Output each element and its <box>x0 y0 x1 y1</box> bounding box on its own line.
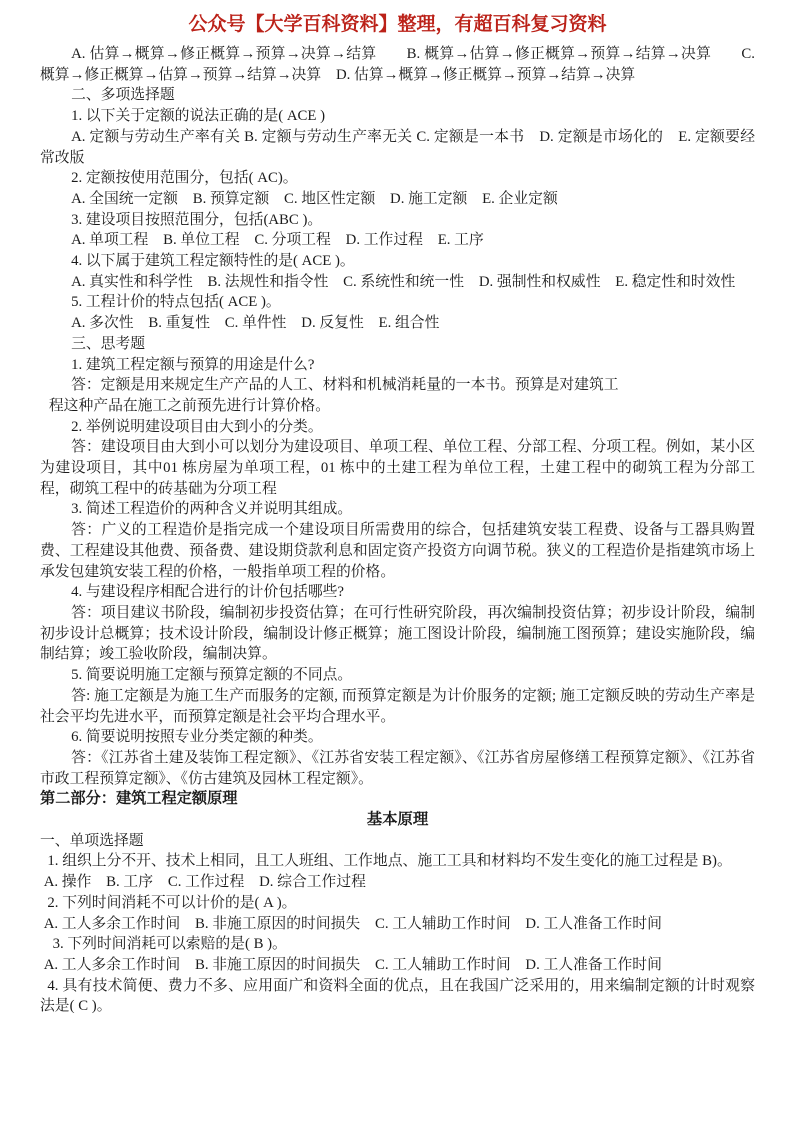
paragraph: A. 多次性 B. 重复性 C. 单件性 D. 反复性 E. 组合性 <box>71 315 440 332</box>
paragraph: 2. 举例说明建设项目由大到小的分类。 <box>71 418 323 435</box>
paragraph: 3. 下列时间消耗可以索赔的是( B )。 <box>52 936 287 953</box>
paragraph: A. 操作 B. 工序 C. 工作过程 D. 综合工作过程 <box>43 874 366 891</box>
paragraph: A. 真实性和科学性 B. 法规性和指令性 C. 系统性和统一性 D. 强制性和权威性 E. 稳定性和时效性 <box>71 273 736 290</box>
paragraph: 二、多项选择题 <box>71 87 175 104</box>
paragraph: A. 单项工程 B. 单位工程 C. 分项工程 D. 工作过程 E. 工序 <box>71 232 484 249</box>
paragraph: 基本原理 <box>366 811 429 829</box>
paragraph: 1. 组织上分不开、技术上相同，且工人班组、工作地点、施工工具和材料均不发生变化的施工过程是 B)。 <box>47 853 732 870</box>
document-title: 公众号【大学百科资料】整理，有超百科复习资料 <box>188 14 607 35</box>
paragraph: 2. 定额按使用范围分，包括( AC)。 <box>71 170 298 187</box>
paragraph: 3. 建设项目按照范围分，包括(ABC )。 <box>71 211 323 228</box>
paragraph: 3. 简述工程造价的两种含义并说明其组成。 <box>71 501 353 518</box>
paragraph: A. 工人多余工作时间 B. 非施工原因的时间损失 C. 工人辅助工作时间 D. 工人准备工作时间 <box>43 956 662 973</box>
paragraph: 4. 具有技术简便、费力不多、应用面广和资料全面的优点，且在我国广泛采用的，用来编制定额的计时观察法是( C )。 <box>40 977 755 1015</box>
paragraph: 答：《江苏省土建及装饰工程定额》、《江苏省安装工程定额》、《江苏省房屋修缮工程预算定额》、《江苏省市政工程预算定额》、《仿古建筑及园林工程定额》。 <box>40 749 755 787</box>
paragraph: A. 定额与劳动生产率有关 B. 定额与劳动生产率无关 C. 定额是一本书 D. 定额是市场化的 E. 定额要经常改版 <box>40 128 755 166</box>
paragraph: 6. 简要说明按照专业分类定额的种类。 <box>71 729 323 746</box>
document-body <box>40 44 755 1017</box>
paragraph: 第二部分：建筑工程定额原理 <box>40 790 238 808</box>
paragraph: 2. 下列时间消耗不可以计价的是( A )。 <box>47 894 297 911</box>
paragraph: A. 工人多余工作时间 B. 非施工原因的时间损失 C. 工人辅助工作时间 D. 工人准备工作时间 <box>43 915 662 932</box>
paragraph: A. 全国统一定额 B. 预算定额 C. 地区性定额 D. 施工定额 E. 企业定额 <box>71 190 558 207</box>
paragraph: 程这种产品在施工之前预先进行计算价格。 <box>48 397 331 414</box>
paragraph: 1. 以下关于定额的说法正确的是( ACE ) <box>71 108 326 125</box>
paragraph: 一、单项选择题 <box>40 832 144 849</box>
paragraph: 4. 以下属于建筑工程定额特性的是( ACE )。 <box>71 253 355 270</box>
paragraph: 答: 施工定额是为施工生产而服务的定额, 而预算定额是为计价服务的定额; 施工定额反映的劳动生产率是社会平均先进水平，而预算定额是社会平均合理水平。 <box>40 687 755 725</box>
paragraph: 4. 与建设程序相配合进行的计价包括哪些? <box>71 584 344 601</box>
paragraph: 答：项目建议书阶段，编制初步投资估算；在可行性研究阶段，再次编制投资估算；初步设计阶段，编制初步设计总概算；技术设计阶段，编制设计修正概算；施工图设计阶段，编制施工图预算；建设实施阶段，编制结算；竣工验收阶段，编制决算。 <box>40 604 755 663</box>
paragraph: 5. 工程计价的特点包括( ACE )。 <box>71 294 281 311</box>
paragraph: 答：定额是用来规定生产产品的人工、材料和机械消耗量的一本书。预算是对建筑工 <box>71 377 619 394</box>
paragraph: A. 估算→概算→修正概算→预算→决算→结算 B. 概算→估算→修正概算→预算→结算→决算 C. 概算→修正概算→估算→预算→结算→决算 D. 估算→概算→修正概算→预算→结算→决算 <box>40 46 755 83</box>
paragraph: 三、思考题 <box>71 335 146 352</box>
paragraph: 答：建设项目由大到小可以划分为建设项目、单项工程、单位工程、分部工程、分项工程。例如，某小区为建设项目，其中01 栋房屋为单项工程，01 栋中的土建工程为单位工程，土建工程中的砌筑工程为分部工程，砌筑工程中的砖基础为分项工程 <box>40 439 755 497</box>
paragraph: 5. 简要说明施工定额与预算定额的不同点。 <box>71 667 353 684</box>
paragraph: 答：广义的工程造价是指完成一个建设项目所需费用的综合，包括建筑安装工程费、设备与工器具购置费、工程建设其他费、预备费、建设期贷款利息和固定资产投资方向调节税。狭义的工程造价是指建筑市场上承发包建筑安装工程的价格，一般指单项工程的价格。 <box>40 522 755 580</box>
paragraph: 1. 建筑工程定额与预算的用途是什么? <box>71 356 315 373</box>
